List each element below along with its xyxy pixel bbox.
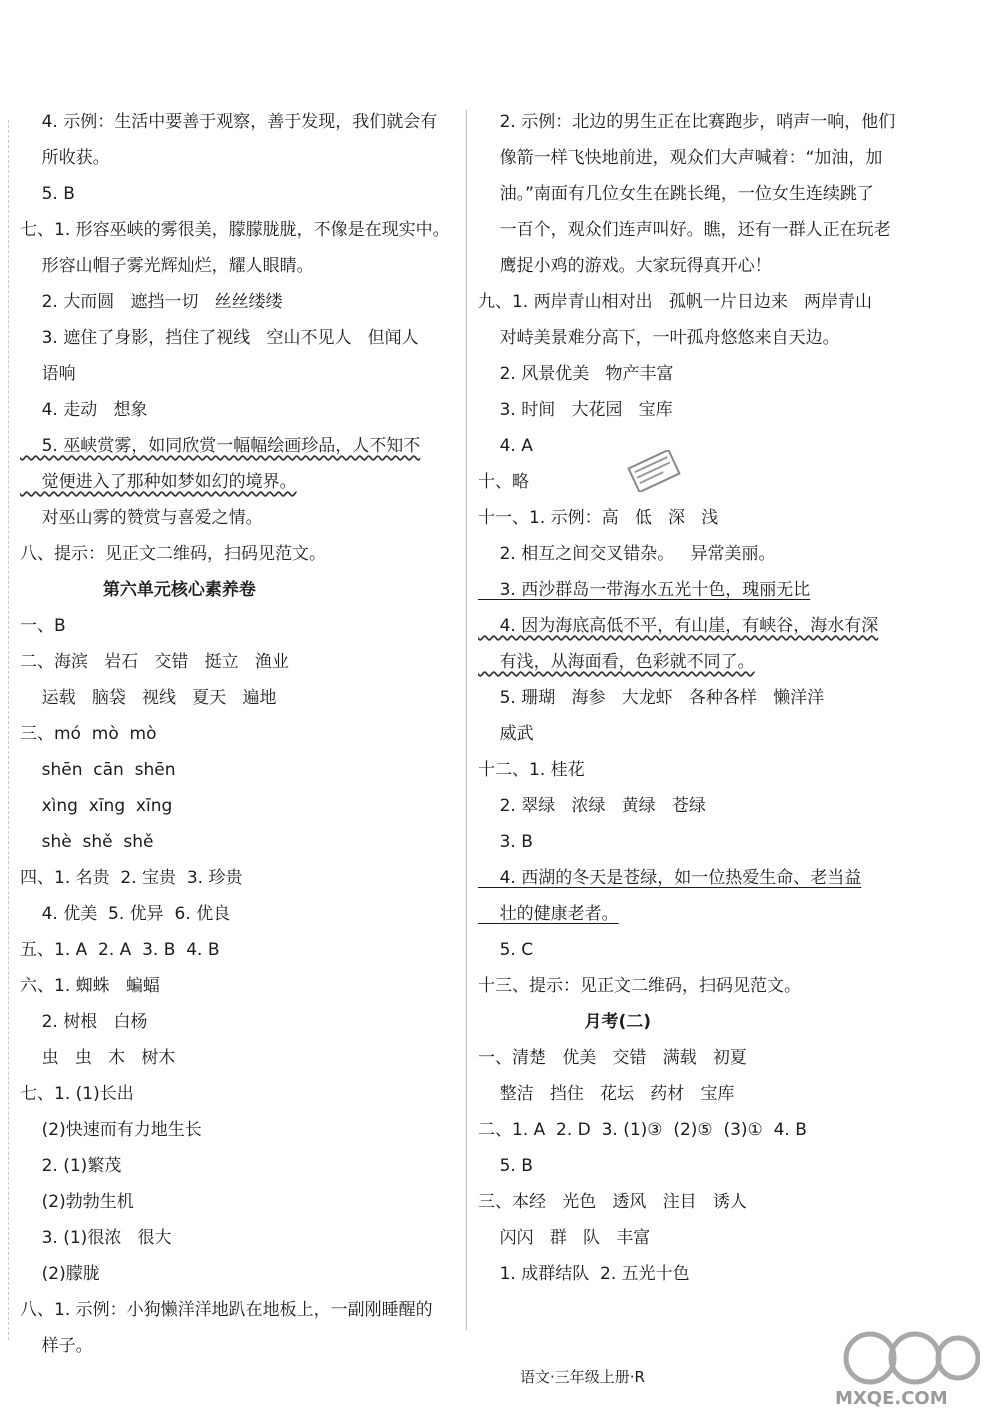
answer-line: 虫 虫 木 树木: [20, 1048, 176, 1068]
column-divider: [466, 110, 467, 1330]
answer-line: shēn cān shēn: [20, 760, 176, 780]
answer-line: 5. C: [478, 940, 534, 960]
answer-line: 2. 相互之间交叉错杂。 异常美丽。: [478, 544, 776, 564]
answer-line: 像箭一样飞快地前进，观众们大声喊着：“加油，加: [478, 148, 883, 168]
answer-line: shè shě shě: [20, 832, 154, 852]
answer-line: 七、1. 形容巫峡的雾很美，朦朦胧胧，不像是在现实中。: [20, 220, 450, 240]
answer-line: 一、B: [20, 616, 66, 636]
answer-line: 3. B: [478, 832, 533, 852]
answer-line: 3. (1)很浓 很大: [20, 1228, 172, 1248]
answer-line: 十一、1. 示例：高 低 深 浅: [478, 508, 719, 528]
answer-line: 二、海滨 岩石 交错 挺立 渔业: [20, 652, 289, 672]
section-title: 月考(二): [478, 1012, 652, 1032]
answer-line: 2. 树根 白杨: [20, 1012, 148, 1032]
answer-line: 样子。: [20, 1336, 93, 1356]
binding-margin-line: [8, 120, 9, 1340]
answer-line: 语响: [20, 364, 76, 384]
answer-line: 五、1. A 2. A 3. B 4. B: [20, 940, 220, 960]
answer-line: (2)快速而有力地生长: [20, 1120, 202, 1140]
answer-line: 4. 示例：生活中要善于观察，善于发现，我们就会有: [20, 112, 438, 132]
answer-line: 4. 西湖的冬天是苍绿，如一位热爱生命、老当益: [478, 868, 862, 888]
answer-line: 2. 大而圆 遮挡一切 丝丝缕缕: [20, 292, 283, 312]
answer-line: 三、本经 光色 透风 注目 诱人: [478, 1192, 747, 1212]
answer-line: 一百个，观众们连声叫好。瞧，还有一群人正在玩老: [478, 220, 891, 240]
answer-line: 十、略: [478, 472, 529, 492]
answer-line: 威武: [478, 724, 534, 744]
answer-line: 七、1. (1)长出: [20, 1084, 134, 1104]
answer-line: 四、1. 名贵 2. 宝贵 3. 珍贵: [20, 868, 243, 888]
answer-line: 三、mó mò mò: [20, 724, 157, 744]
answer-line: (2)勃勃生机: [20, 1192, 134, 1212]
answer-line: 2. 翠绿 浓绿 黄绿 苍绿: [478, 796, 706, 816]
answer-line: 九、1. 两岸青山相对出 孤帆一片日边来 两岸青山: [478, 292, 873, 312]
answer-line: 3. 遮住了身影，挡住了视线 空山不见人 但闻人: [20, 328, 419, 348]
answer-line: 油。”南面有几位女生在跳长绳，一位女生连续跳了: [478, 184, 874, 204]
answer-line: 对巫山雾的赞赏与喜爱之情。: [20, 508, 263, 528]
answer-line: 1. 成群结队 2. 五光十色: [478, 1264, 690, 1284]
answer-line: 2. (1)繁茂: [20, 1156, 122, 1176]
answer-line: 所收获。: [20, 148, 110, 168]
answer-line: 形容山帽子雾光辉灿烂，耀人眼睛。: [20, 256, 314, 276]
page-footer: 语文·三年级上册·R: [520, 1368, 645, 1386]
answer-line: 二、1. A 2. D 3. (1)③ (2)⑤ (3)① 4. B: [478, 1120, 807, 1140]
answer-line: 运载 脑袋 视线 夏天 遍地: [20, 688, 277, 708]
answer-line: 十三、提示：见正文二维码，扫码见范文。: [478, 976, 801, 996]
answer-line: 5. B: [20, 184, 75, 204]
answer-line: 八、1. 示例：小狗懒洋洋地趴在地板上，一副刚睡醒的: [20, 1300, 433, 1320]
answer-line: 4. 走动 想象: [20, 400, 148, 420]
watermark-text: MXQE.COM: [835, 1388, 948, 1409]
answer-line: 有浅，从海面看，色彩就不同了。: [478, 652, 755, 672]
answer-line: 5. B: [478, 1156, 533, 1176]
answer-line: 5. 巫峡赏雾，如同欣赏一幅幅绘画珍品，人不知不: [20, 436, 421, 456]
answer-line: 觉便进入了那种如梦如幻的境界。: [20, 472, 297, 492]
answer-line: 壮的健康老者。: [478, 904, 619, 924]
answer-line: xìng xīng xīng: [20, 796, 173, 816]
answer-line: 2. 风景优美 物产丰富: [478, 364, 674, 384]
small-stamp-icon: [622, 450, 686, 492]
answer-line: (2)朦胧: [20, 1264, 100, 1284]
answer-line: 闪闪 群 队 丰富: [478, 1228, 651, 1248]
answer-line: 十二、1. 桂花: [478, 760, 585, 780]
answer-line: 鹰捉小鸡的游戏。大家玩得真开心！: [478, 256, 772, 276]
answer-line: 4. 因为海底高低不平，有山崖，有峡谷，海水有深: [478, 616, 879, 636]
answer-line: 3. 时间 大花园 宝库: [478, 400, 673, 420]
answer-line: 整洁 挡住 花坛 药材 宝库: [478, 1084, 735, 1104]
answer-line: 4. 优美 5. 优异 6. 优良: [20, 904, 231, 924]
answer-line: 2. 示例：北边的男生正在比赛跑步，哨声一响，他们: [478, 112, 896, 132]
section-title: 第六单元核心素养卷: [20, 580, 256, 600]
answer-line: 一、清楚 优美 交错 满载 初夏: [478, 1048, 747, 1068]
answer-line: 对峙美景难分高下，一叶孤舟悠悠来自天边。: [478, 328, 840, 348]
answer-line: 4. A: [478, 436, 533, 456]
answer-line: 3. 西沙群岛一带海水五光十色，瑰丽无比: [478, 580, 811, 600]
answer-line: 八、提示：见正文二维码，扫码见范文。: [20, 544, 326, 564]
answer-line: 六、1. 蜘蛛 蝙蝠: [20, 976, 160, 996]
answer-line: 5. 珊瑚 海参 大龙虾 各种各样 懒洋洋: [478, 688, 825, 708]
